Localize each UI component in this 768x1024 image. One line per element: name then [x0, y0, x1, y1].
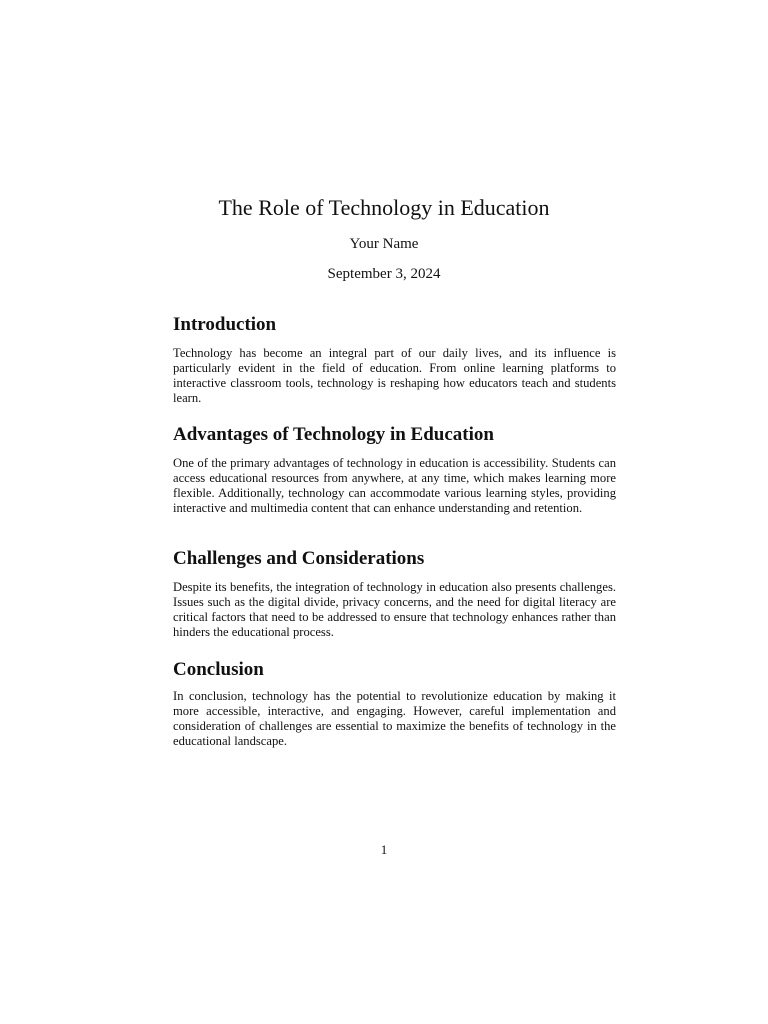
- section-body-conclusion: In conclusion, technology has the potential to revolutionize education by making it more accessible, interactive, and engaging. However, careful implementation and consideration of challenges are essential to maximize the benefits of technology in the educational landscape.: [173, 689, 616, 748]
- section-heading-advantages: Advantages of Technology in Education: [173, 424, 494, 445]
- document-date: September 3, 2024: [327, 266, 441, 282]
- section-body-challenges: Despite its benefits, the integration of technology in education also presents challenges. Issues such as the digital divide, privacy concerns, and the need for digital literacy are critical factors that need to be addressed to ensure that technology enhances rather than hinders the educational process.: [173, 580, 616, 639]
- section-body-advantages: One of the primary advantages of technology in education is accessibility. Students can access educational resources from anywhere, at any time, which makes learning more flexible. Additionally, technology can accommodate various learning styles, providing interactive and multimedia content that can enhance understanding and retention.: [173, 456, 616, 515]
- section-heading-challenges: Challenges and Considerations: [173, 548, 425, 569]
- section-body-introduction: Technology has become an integral part of our daily lives, and its influence is particularly evident in the field of education. From online learning platforms to interactive classroom tools, technology is reshaping how educators teach and students learn.: [173, 346, 616, 405]
- section-heading-introduction: Introduction: [173, 314, 277, 335]
- document-author: Your Name: [349, 236, 419, 252]
- page-number: 1: [380, 842, 388, 857]
- section-heading-conclusion: Conclusion: [173, 659, 264, 680]
- document-title: The Role of Technology in Education: [218, 195, 550, 220]
